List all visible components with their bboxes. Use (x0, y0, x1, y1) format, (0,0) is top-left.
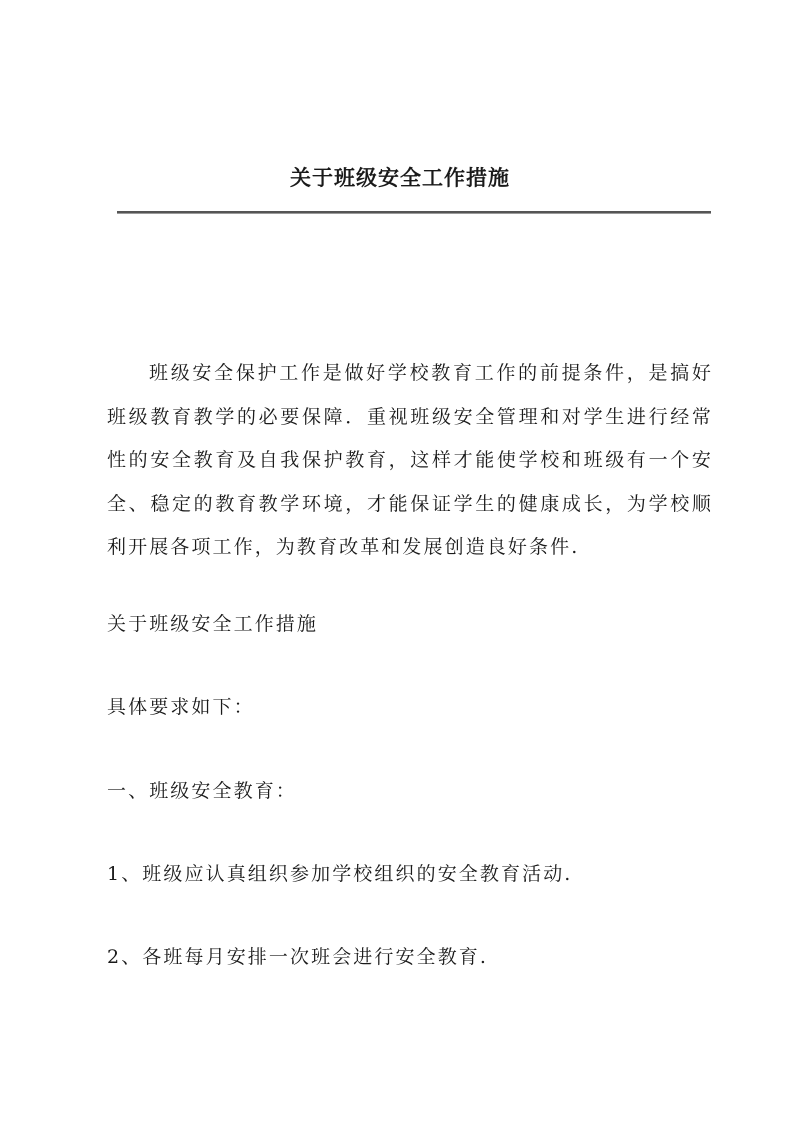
list-item: 2、各班每月安排一次班会进行安全教育. (107, 946, 489, 968)
intro-paragraph: 班级安全保护工作是做好学校教育工作的前提条件，是搞好班级教育教学的必要保障．重视班级安全管理和对学生进行经常性的安全教育及自我保护教育，这样才能使学校和班级有一个安全、稳定的教育教学环境，才能保证学生的健康成长，为学校顺利开展各项工作，为教育改革和发展创造良好条件. (107, 362, 713, 558)
list-item: 1、班级应认真组织参加学校组织的安全教育活动. (107, 863, 573, 885)
document-title: 关于班级安全工作措施 (290, 165, 510, 190)
section-heading-repeat: 关于班级安全工作措施 (107, 613, 319, 635)
section-one-heading: 一、班级安全教育： (107, 780, 297, 802)
requirements-heading: 具体要求如下： (107, 696, 255, 718)
title-divider (117, 211, 711, 214)
